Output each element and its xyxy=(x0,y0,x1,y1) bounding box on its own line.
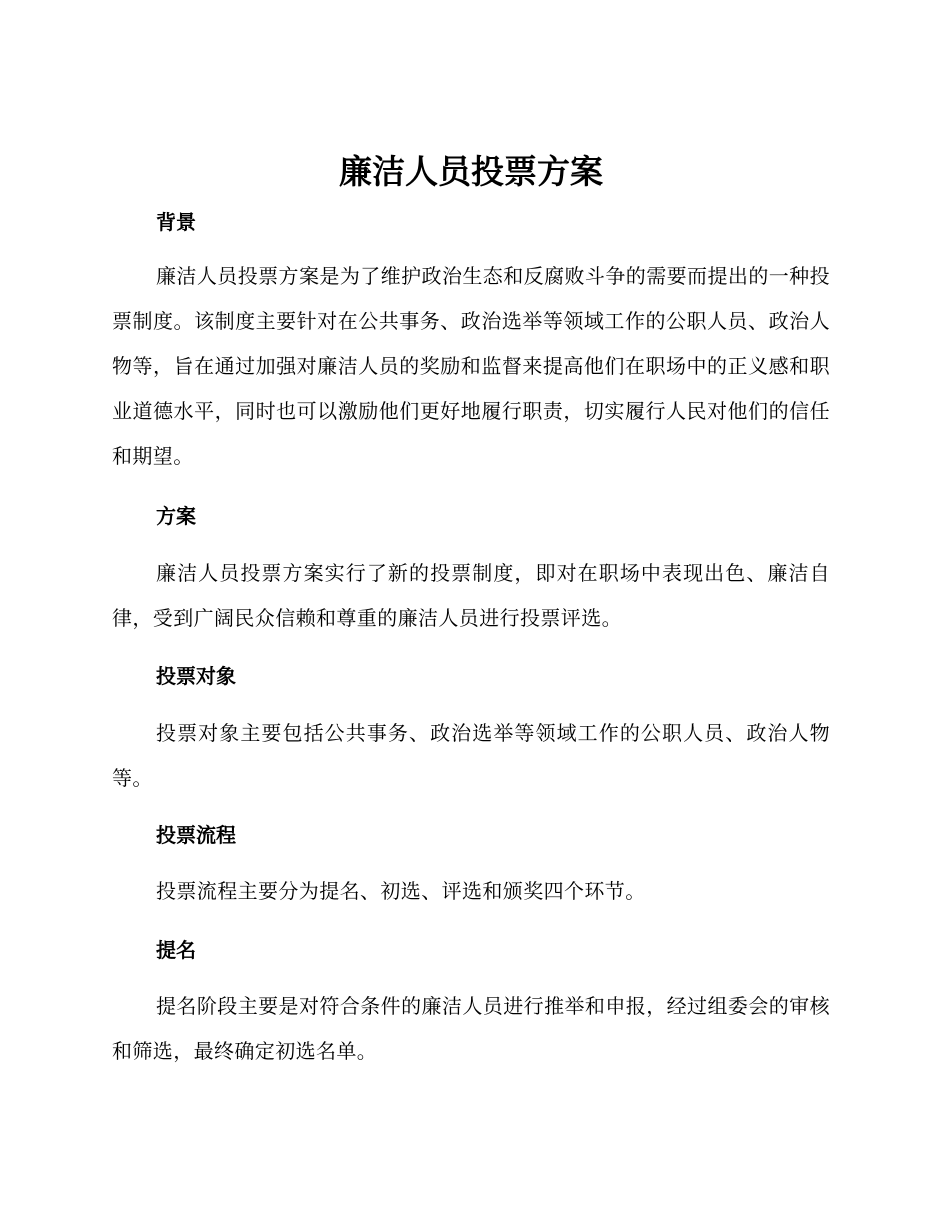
section-heading-voting-targets: 投票对象 xyxy=(156,664,236,688)
section-body-plan: 廉洁人员投票方案实行了新的投票制度，即对在职场中表现出色、廉洁自律，受到广阔民众信赖和尊重的廉洁人员进行投票评选。 xyxy=(112,561,830,630)
document-title: 廉洁人员投票方案 xyxy=(339,152,603,191)
section-body-voting-process: 投票流程主要分为提名、初选、评选和颁奖四个环节。 xyxy=(156,879,646,903)
section-body-nomination: 提名阶段主要是对符合条件的廉洁人员进行推举和申报，经过组委会的审核和筛选，最终确定初选名单。 xyxy=(112,994,830,1063)
section-body-voting-targets: 投票对象主要包括公共事务、政治选举等领域工作的公职人员、政治人物等。 xyxy=(112,721,830,790)
section-heading-voting-process: 投票流程 xyxy=(156,823,236,847)
section-heading-plan: 方案 xyxy=(156,504,196,528)
section-heading-background: 背景 xyxy=(156,210,196,234)
section-heading-nomination: 提名 xyxy=(156,938,196,962)
section-body-background: 廉洁人员投票方案是为了维护政治生态和反腐败斗争的需要而提出的一种投票制度。该制度主要针对在公共事务、政治选举等领域工作的公职人员、政治人物等，旨在通过加强对廉洁人员的奖励和监督来提高他们在职场中的正义感和职业道德水平，同时也可以激励他们更好地履行职责，切实履行人民对他们的信任和期望。 xyxy=(112,264,830,468)
